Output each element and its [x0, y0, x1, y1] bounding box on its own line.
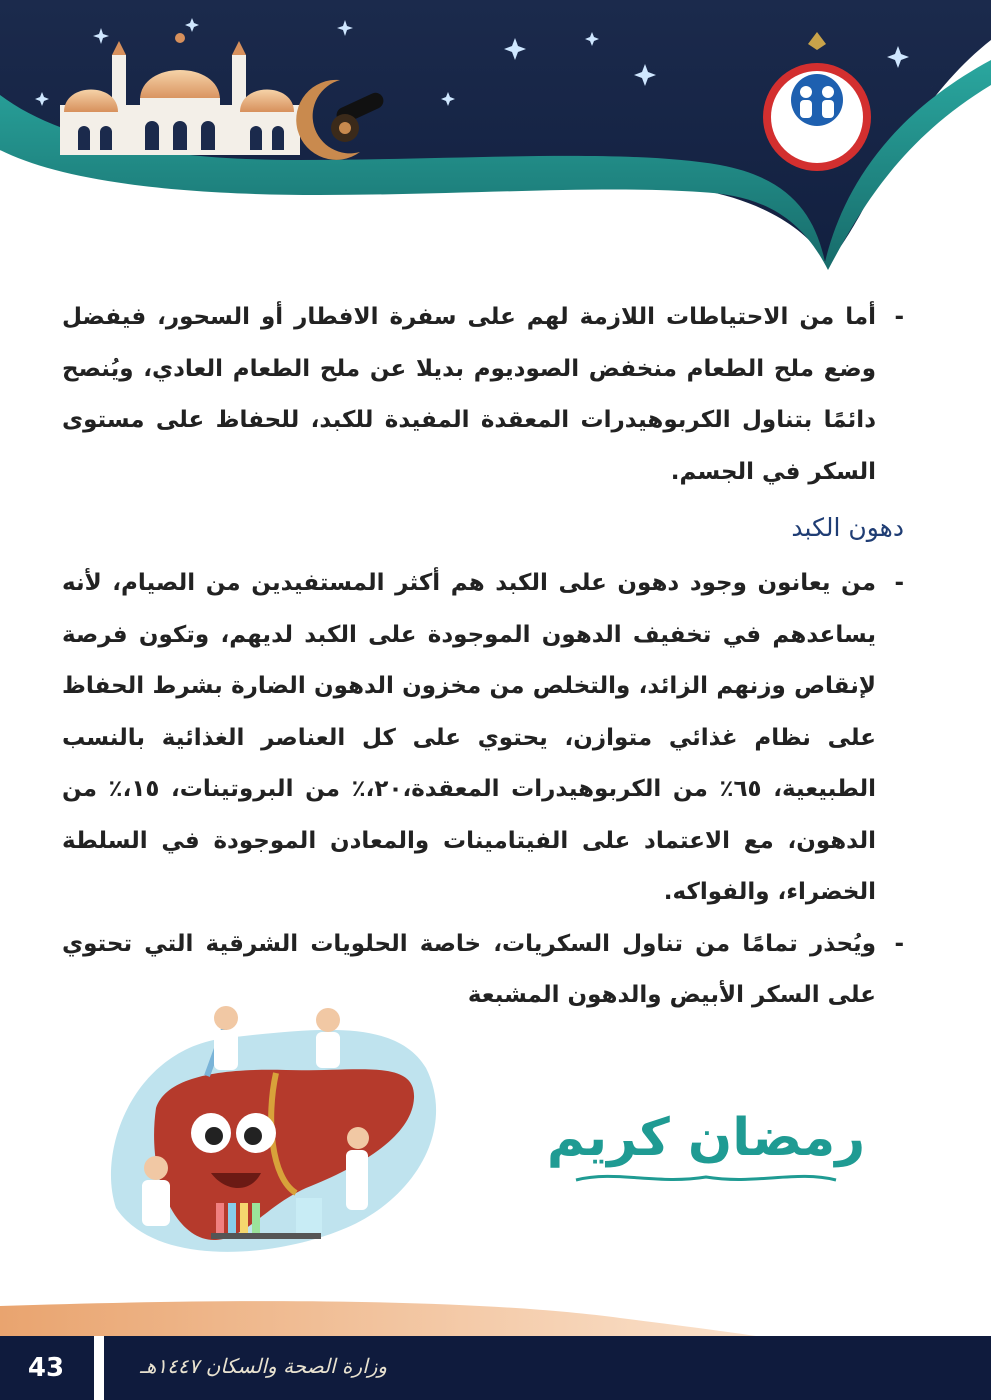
header-banner [0, 0, 991, 290]
footer-bar [0, 1336, 991, 1400]
bullet-dash: - [894, 570, 904, 596]
bullet-dash: - [894, 930, 904, 957]
paragraph-fatty-liver [62, 558, 904, 919]
paragraph-text: من يعانون وجود دهون على الكبد هم أكثر المستفيدين من الصيام، لأنه يساعدهم في تخفيف الدهون الموجودة على الكبد لديهم، وتكون فرصة لإنقاص وزنهم الزائد، والتخلص من مخزون الدهون الضارة بشرط الحفاظ على نظام غذائي متوازن، يحتوي على كل العناصر الغذائية بالنسب الطبيعية، ٦٥٪ من الكربوهيدرات المعقدة،٢٠،٪ من البروتينات، ١٥،٪ من الدهون، مع الاعتماد على الفيتامينات والمعادن الموجودة في السلطة الخضراء، والفواكه. [62, 570, 876, 905]
footer-ministry-text: وزارة الصحة والسكان ١٤٤٧هـ [140, 1354, 388, 1378]
main-content [62, 292, 904, 1022]
bullet-dash: - [894, 304, 904, 330]
paragraph-text: أما من الاحتياطات اللازمة لهم على سفرة الافطار أو السحور، فيفضل وضع ملح الطعام منخفض الصوديوم بديلا عن ملح الطعام العادي، ويُنصح دائمًا بتناول الكربوهيدرات المعقدة المفيدة للكبد، للحفاظ على مستوى السكر في الجسم. [62, 304, 876, 485]
paragraph-salt-advice [62, 292, 904, 498]
ramadan-logo-text: رمضان كريم [546, 1108, 866, 1168]
footer-divider [94, 1336, 104, 1400]
section-heading: دهون الكبد [791, 513, 904, 542]
page-number: 43 [27, 1353, 65, 1383]
footer-wave [0, 1296, 991, 1340]
liver-illustration [96, 978, 456, 1278]
ramadan-kareem-logo [536, 1085, 876, 1195]
paragraph-text: ويُحذر تمامًا من تناول السكريات، خاصة الحلويات الشرقية التي تحتوي على السكر الأبيض والدهون المشبعة [62, 930, 876, 1008]
